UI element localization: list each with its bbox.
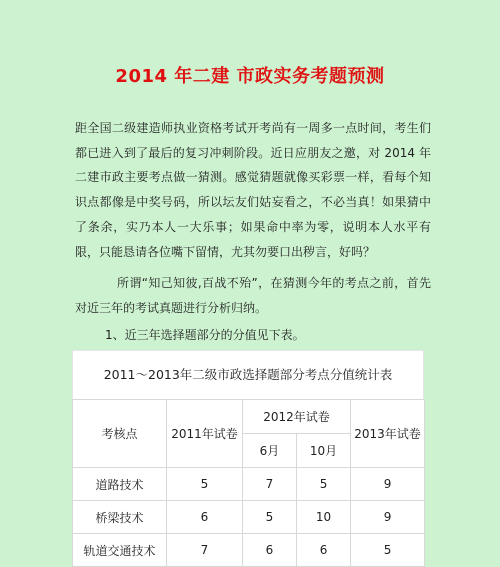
header-2011: 2011年试卷 [167,400,243,468]
cell-2012-june: 5 [243,501,297,534]
table-caption: 2011～2013年二级市政选择题部分考点分值统计表 [72,350,424,399]
cell-2012-october: 6 [297,534,351,567]
header-2012-june: 6月 [243,434,297,468]
table-row [73,501,425,534]
cell-2011: 7 [167,534,243,567]
intro-paragraph: 距全国二级建造师执业资格考试开考尚有一周多一点时间，考生们都已进入到了最后的复习冲刺阶段。近日应朋友之邀，对 2014 年二建市政主要考点做一猜测。感觉猜题就像买彩票一样，看每个知识点都像是中奖号码，所以坛友们姑妄看之，不必当真！如果猜中了条余，实乃本人一大乐事；如果命中率为零，说明本人水平有限，只能恳请各位嘴下留情，尤其勿要口出秽言，好吗？ [75,121,431,259]
cell-2012-october: 5 [297,468,351,501]
cell-topic: 桥梁技术 [73,501,167,534]
cell-2012-june: 6 [243,534,297,567]
cell-2013: 5 [351,534,425,567]
cell-2011: 5 [167,468,243,501]
table-row [73,468,425,501]
analysis-paragraph: 所谓“知己知彼,百战不殆”，在猜测今年的考点之前，首先对近三年的考试真题进行分析归纳。 [75,276,431,315]
cell-2013: 9 [351,501,425,534]
cell-2013: 9 [351,468,425,501]
header-2012-october: 10月 [297,434,351,468]
cell-topic: 道路技术 [73,468,167,501]
header-topic: 考核点 [73,400,167,468]
table-header-row [73,400,425,434]
article-title: 2014 年二建 市政实务考题预测 [115,66,385,87]
table-row [73,534,425,567]
cell-topic: 轨道交通技术 [73,534,167,567]
cell-2012-october: 10 [297,501,351,534]
score-table [72,399,425,567]
header-2013: 2013年试卷 [351,400,425,468]
cell-2012-june: 7 [243,468,297,501]
score-table-container [72,350,424,567]
table-intro-paragraph: 1、近三年选择题部分的分值见下表。 [105,328,305,342]
header-2012: 2012年试卷 [243,400,351,434]
cell-2011: 6 [167,501,243,534]
